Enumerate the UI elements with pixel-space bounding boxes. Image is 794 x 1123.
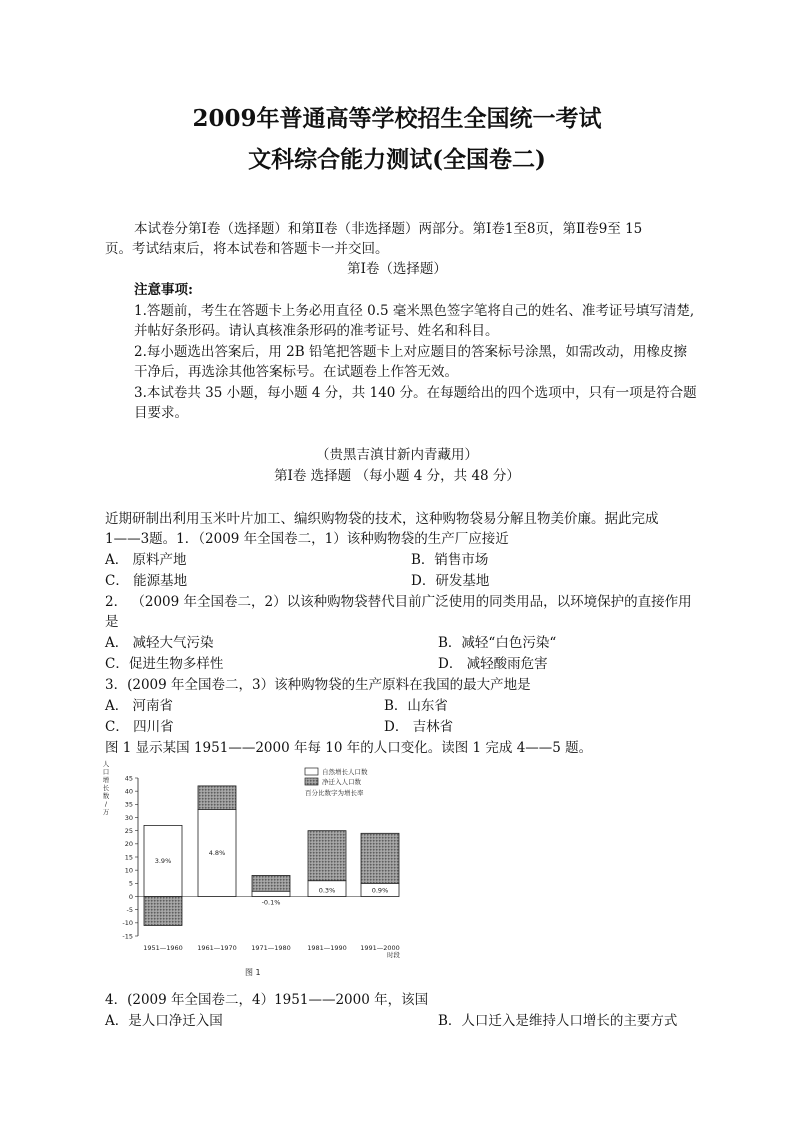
x-tick-label: 1951—1960 [143,944,183,952]
figure-caption: 图 1 [245,968,261,977]
q2-option-b: B．减轻“白色污染“ [438,635,557,651]
q3-option-a: A． 河南省 [105,698,174,714]
region-note: （贵黑吉滇甘新内青藏用） [316,447,478,463]
q3-stem: 3．(2009 年全国卷二，3）该种购物袋的生产原料在我国的最大产地是 [105,677,531,693]
bar-net-migration [308,831,346,881]
y-tick-label: 10 [124,866,133,875]
rate-label: -0.1% [261,898,281,907]
bar-net-migration [198,786,236,810]
y-tick-label: 20 [124,840,133,849]
legend-label-migration: 净迁入人口数 [322,778,361,786]
rate-label: 0.3% [318,886,336,895]
section-title: 第Ⅰ卷（选择题） [347,261,447,277]
y-tick-label: 0 [128,892,133,901]
x-tick-label: 1991—2000 [360,944,400,952]
q1-option-b: B．销售市场 [411,552,489,568]
y-axis-title [103,759,110,816]
notes-line: 目要求。 [134,405,188,421]
y-axis-title-char: 人 [102,760,110,768]
q2-stem-2: 是 [105,614,119,630]
plot-area [122,774,399,952]
legend-swatch-natural [305,768,318,775]
rate-label: 0.9% [371,886,389,895]
passage-line-2: 1——3题。1．（2009 年全国卷二，1）该种购物袋的生产厂应接近 [105,531,509,547]
y-axis-title-char: / [104,800,108,808]
notes-line: 3.本试卷共 35 小题，每小题 4 分，共 140 分。在每题给出的四个选项中，只有一项是符合题 [134,385,697,401]
x-axis-label: 时段 [387,951,400,959]
exam-subtitle: 文科综合能力测试(全国卷二) [248,146,546,173]
y-axis-title-char: 长 [102,784,110,792]
y-axis-title-char: 万 [102,808,110,816]
bar-net-migration [252,875,290,891]
y-tick-label: -10 [122,919,133,928]
legend-note: 百分比数字为增长率 [305,789,364,797]
y-tick-label: 5 [128,879,133,888]
q3-option-c: C． 四川省 [105,719,174,735]
notes-line: 2.每小题选出答案后，用 2B 铅笔把答题卡上对应题目的答案标号涂黑，如需改动，用橡皮擦 [134,344,687,360]
bar-net-migration [144,897,182,926]
q2-option-d: D． 减轻酸雨危害 [438,656,548,672]
q3-option-b: B．山东省 [384,698,448,714]
x-tick-label: 1981—1990 [307,944,347,952]
figure-intro: 图 1 显示某国 1951——2000 年每 10 年的人口变化。读图 1 完成 4——5 题。 [105,740,593,756]
y-axis-title-char: 口 [102,768,110,776]
q2-option-a: A． 减轻大气污染 [105,635,214,651]
y-tick-label: 15 [124,853,133,862]
intro-line-2: 页。考试结束后，将本试卷和答题卡一并交回。 [105,241,389,257]
population-chart [100,756,410,981]
x-tick-label: 1971—1980 [251,944,291,952]
q1-option-a: A． 原料产地 [105,552,187,568]
y-tick-label: -15 [122,932,133,941]
y-tick-label: 40 [124,787,133,796]
part-heading: 第Ⅰ卷 选择题 （每小题 4 分，共 48 分） [274,468,520,484]
chart-legend [305,767,368,797]
q2-stem-1: 2． （2009 年全国卷二，2）以该种购物袋替代目前广泛使用的同类用品，以环境保护的直接作用 [105,594,692,610]
rate-label: 4.8% [208,849,226,858]
bar-net-migration [361,833,399,883]
notes-heading: 注意事项: [134,282,193,298]
y-axis-title-char: 增 [102,776,110,784]
q4-option-b: B．人口迁入是维持人口增长的主要方式 [438,1013,678,1029]
y-tick-label: -5 [126,905,133,914]
exam-title: 2009年普通高等学校招生全国统一考试 [192,105,602,132]
q4-stem: 4．(2009 年全国卷二，4）1951——2000 年，该国 [105,992,429,1008]
notes-line: 干净后，再选涂其他答案标号。在试题卷上作答无效。 [134,364,458,380]
intro-line-1: 本试卷分第Ⅰ卷（选择题）和第Ⅱ卷（非选择题）两部分。第Ⅰ卷1至8页，第Ⅱ卷9至 15 [134,221,643,237]
q3-option-d: D． 吉林省 [384,719,454,735]
passage-line-1: 近期研制出利用玉米叶片加工、编织购物袋的技术，这种购物袋易分解且物美价廉。据此完成 [105,511,659,527]
y-tick-label: 35 [124,800,133,809]
bar-natural-increase [252,891,290,896]
y-tick-label: 30 [124,813,133,822]
y-tick-label: 45 [124,774,133,783]
y-axis-title-char: 数 [102,792,110,800]
chart-svg [100,756,410,981]
legend-label-natural: 自然增长人口数 [322,768,368,776]
q1-option-c: C． 能源基地 [105,573,188,589]
rate-label: 3.9% [154,856,172,865]
legend-swatch-migration [305,778,318,785]
y-tick-label: 25 [124,826,133,835]
notes-line: 并帖好条形码。请认真核准条形码的准考证号、姓名和科目。 [134,323,499,339]
q2-option-c: C．促进生物多样性 [105,656,224,672]
q1-option-d: D．研发基地 [411,573,490,589]
q4-option-a: A．是人口净迁入国 [105,1013,223,1029]
x-tick-label: 1961—1970 [197,944,237,952]
notes-line: 1.答题前，考生在答题卡上务必用直径 0.5 毫米黑色签字笔将自己的姓名、准考证号填写清楚, [134,303,695,319]
